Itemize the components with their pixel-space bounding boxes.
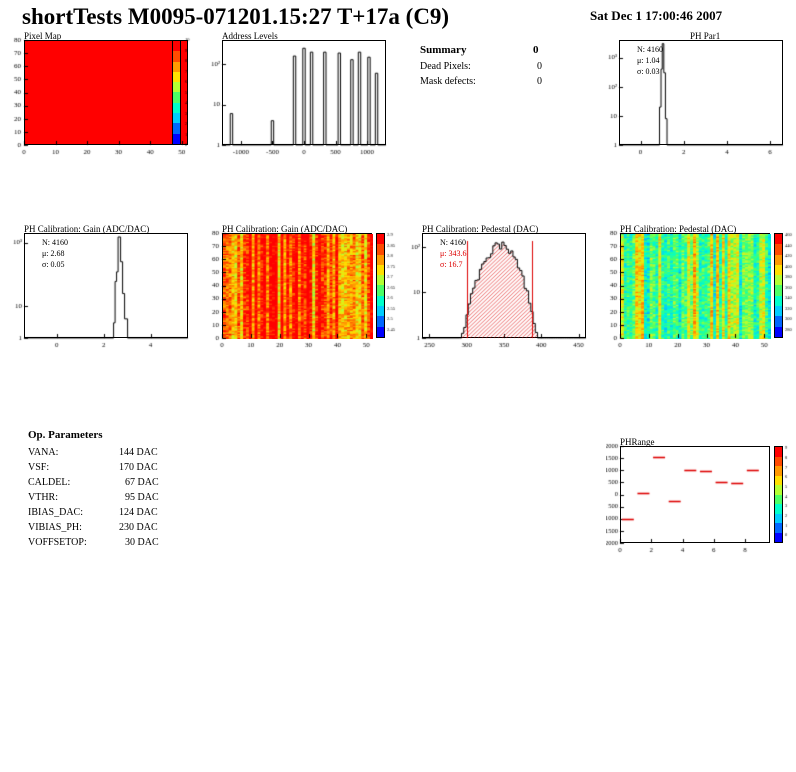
timestamp: Sat Dec 1 17:00:46 2007 xyxy=(590,8,723,23)
summary-row-value-1: 0 xyxy=(537,76,542,87)
ph-gain-hist-plot xyxy=(10,228,220,363)
op-row-label-6: VOFFSETOP: xyxy=(28,537,87,548)
summary-row-value-0: 0 xyxy=(537,61,542,72)
op-row-label-2: CALDEL: xyxy=(28,477,71,488)
summary-row-label-0: Dead Pixels: xyxy=(420,61,471,72)
op-row-label-0: VANA: xyxy=(28,447,59,458)
ph-ped-map-axes xyxy=(606,228,796,358)
summary-value: 0 xyxy=(533,44,539,56)
summary-heading: Summary xyxy=(420,44,467,56)
op-row-value-0: 144 DAC xyxy=(119,447,158,458)
op-row-value-1: 170 DAC xyxy=(119,462,158,473)
phrange-plot xyxy=(606,441,796,566)
op-row-label-3: VTHR: xyxy=(28,492,58,503)
address-levels-plot xyxy=(208,35,418,170)
summary-row-label-1: Mask defects: xyxy=(420,76,476,87)
op-row-value-5: 230 DAC xyxy=(119,522,158,533)
op-row-label-1: VSF: xyxy=(28,462,50,473)
pixel-map-axes xyxy=(10,35,210,165)
op-parameters-heading: Op. Parameters xyxy=(28,429,103,441)
op-row-value-6: 30 DAC xyxy=(125,537,159,548)
op-row-value-3: 95 DAC xyxy=(125,492,159,503)
op-row-label-4: IBIAS_DAC: xyxy=(28,507,84,518)
op-row-value-4: 124 DAC xyxy=(119,507,158,518)
ph-gain-map-axes xyxy=(208,228,408,358)
ph-ped-hist-plot xyxy=(408,228,618,363)
op-row-label-5: VIBIAS_PH: xyxy=(28,522,82,533)
page-title: shortTests M0095-071201.15:27 T+17a (C9) xyxy=(22,4,450,29)
op-row-value-2: 67 DAC xyxy=(125,477,159,488)
ph-par1-plot xyxy=(605,35,796,170)
